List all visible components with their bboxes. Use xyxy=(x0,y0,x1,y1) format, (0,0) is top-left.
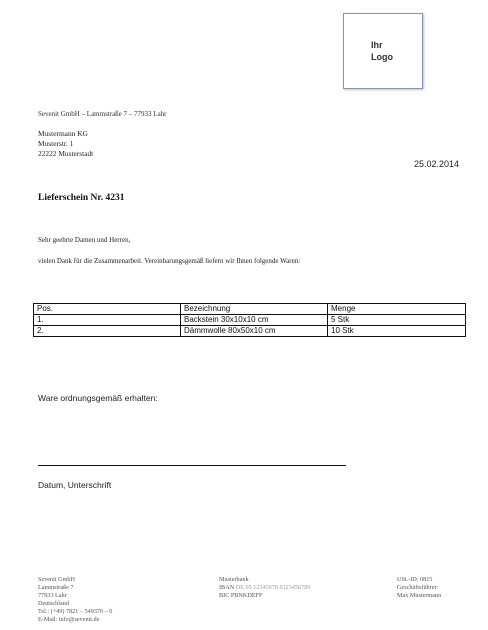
document-date: 25.02.2014 xyxy=(414,159,460,169)
intro-text: vielen Dank für die Zusammenarbeit. Vereinbarungsgemäß liefern wir Ihnen folgende Waren: xyxy=(38,257,301,265)
table-header-row xyxy=(34,304,466,315)
items-table xyxy=(33,303,466,337)
sender-address-line: Sevenit GmbH – Lammstraße 7 – 77933 Lahr xyxy=(38,110,167,118)
logo-placeholder xyxy=(343,13,423,89)
cell-description: Backstein 30x10x10 cm xyxy=(181,315,328,326)
greeting: Sehr geehrte Damen und Herren, xyxy=(38,236,131,244)
bank-bic: BIC PBNKDEFF xyxy=(219,592,263,599)
document-title: Lieferschein Nr. 4231 xyxy=(38,193,125,203)
cell-pos: 2. xyxy=(34,326,181,337)
cell-quantity: 10 Stk xyxy=(328,326,466,337)
recipient-city: 22222 Musterstadt xyxy=(38,149,94,158)
header-pos: Pos. xyxy=(34,304,181,315)
cell-quantity: 5 Stk xyxy=(328,315,466,326)
header-description: Bezeichnung xyxy=(181,304,328,315)
recipient-name: Mustermann KG xyxy=(38,129,88,138)
logo-text: Ihr Logo xyxy=(371,40,393,62)
footer-company-info: Sevenit GmbH Lammstraße 7 77933 Lahr Deutschland Tel.: (+49) 7821 – 549370 – 0 E-Mail: info@sevenit.de xyxy=(38,576,113,623)
recipient-street: Musterstr. 1 xyxy=(38,139,74,148)
bank-name: Musterbank xyxy=(219,576,249,583)
bank-iban: IBAN DE 05 12345678 0123456789 xyxy=(219,584,311,591)
signature-label: Datum, Unterschrift xyxy=(38,480,112,490)
header-quantity: Menge xyxy=(328,304,466,315)
cell-pos: 1. xyxy=(34,315,181,326)
goods-received-label: Ware ordnungsgemäß erhalten: xyxy=(38,393,158,403)
footer-legal-info: USt.-ID: 0815 Geschäftsführer: Max Mustermann xyxy=(397,576,442,599)
signature-line xyxy=(38,465,346,466)
table-row xyxy=(34,326,466,337)
table-row xyxy=(34,315,466,326)
recipient-address xyxy=(38,129,93,159)
cell-description: Dämmwolle 80x50x10 cm xyxy=(181,326,328,337)
footer-bank-info xyxy=(219,576,310,600)
